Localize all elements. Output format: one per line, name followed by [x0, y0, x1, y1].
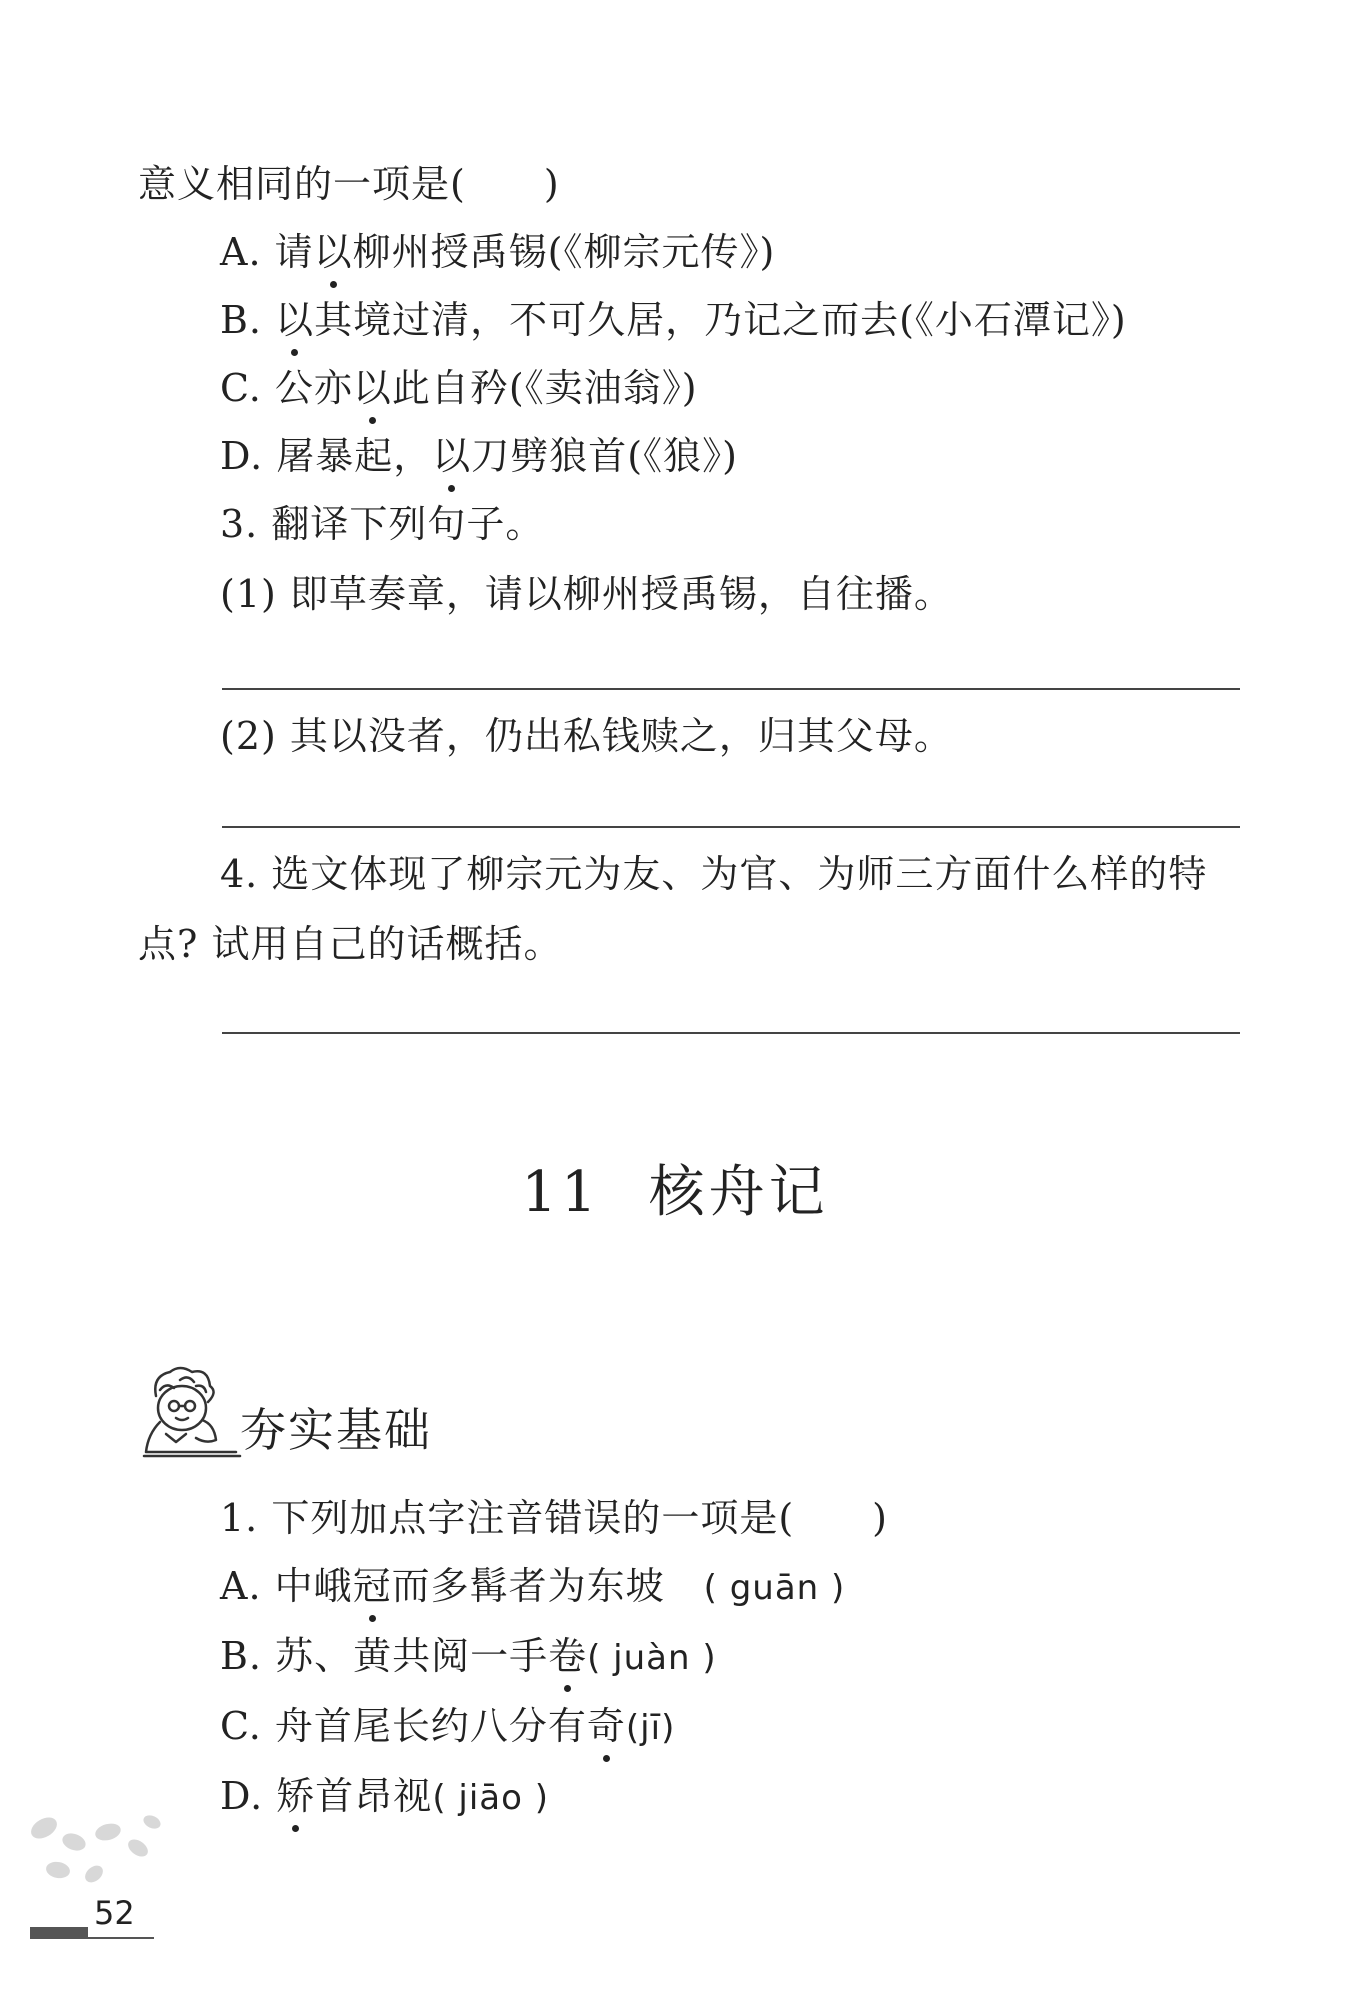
mascot-icon	[136, 1362, 246, 1462]
pinyin: ( guān )	[703, 1568, 846, 1608]
leaf-decoration-icon	[22, 1808, 172, 1898]
answer-line[interactable]	[222, 688, 1240, 690]
pinyin: ( jiāo )	[432, 1778, 549, 1818]
emphasis-char: 以	[432, 434, 472, 478]
lesson-title	[0, 1158, 1350, 1228]
emphasis-char: 以	[352, 366, 392, 410]
pinyin: ( juàn )	[587, 1638, 717, 1678]
option-c: C. 公亦以此自矜(《卖油翁》)	[220, 366, 698, 410]
answer-line[interactable]	[222, 826, 1240, 828]
emphasis-char: 奇	[586, 1704, 626, 1748]
pinyin-option-a: A. 中峨冠而多髯者为东坡 ( guān )	[220, 1564, 846, 1608]
lesson-number: 11	[521, 1160, 601, 1225]
option-b: B. 以其境过清，不可久居，乃记之而去(《小石潭记》)	[220, 298, 1127, 342]
pinyin-option-d: D. 矫首昂视( jiāo )	[220, 1774, 549, 1818]
page-number: 52	[94, 1894, 135, 1932]
lesson-name: 核舟记	[648, 1160, 829, 1225]
answer-line[interactable]	[222, 1032, 1240, 1034]
page-bar	[30, 1927, 88, 1937]
emphasis-char: 卷	[548, 1634, 588, 1678]
new-question-1-stem: 1. 下列加点字注音错误的一项是( )	[220, 1496, 888, 1540]
pinyin-option-b: B. 苏、黄共阅一手卷( juàn )	[220, 1634, 717, 1678]
option-a: A. 请以柳州授禹锡(《柳宗元传》)	[220, 230, 776, 274]
option-d: D. 屠暴起，以刀劈狼首(《狼》)	[220, 434, 738, 478]
emphasis-char: 以	[275, 298, 315, 342]
sentence-2: (2) 其以没者，仍出私钱赎之，归其父母。	[220, 714, 953, 758]
emphasis-char: 以	[313, 230, 353, 274]
emphasis-char: 冠	[352, 1564, 392, 1608]
pinyin: (jī)	[625, 1708, 676, 1748]
pinyin-option-c: C. 舟首尾长约八分有奇(jī)	[220, 1704, 676, 1748]
emphasis-char: 矫	[276, 1774, 316, 1818]
section-title: 夯实基础	[240, 1403, 432, 1457]
page-rule	[30, 1937, 154, 1939]
question-4-line-2: 点? 试用自己的话概括。	[138, 922, 563, 966]
question-4-line-1: 4. 选文体现了柳宗元为友、为官、为师三方面什么样的特	[220, 852, 1208, 896]
question-3-prompt: 3. 翻译下列句子。	[220, 502, 545, 546]
question-stem-tail: 意义相同的一项是( )	[138, 162, 560, 206]
sentence-1: (1) 即草奏章，请以柳州授禹锡，自往播。	[220, 572, 953, 616]
